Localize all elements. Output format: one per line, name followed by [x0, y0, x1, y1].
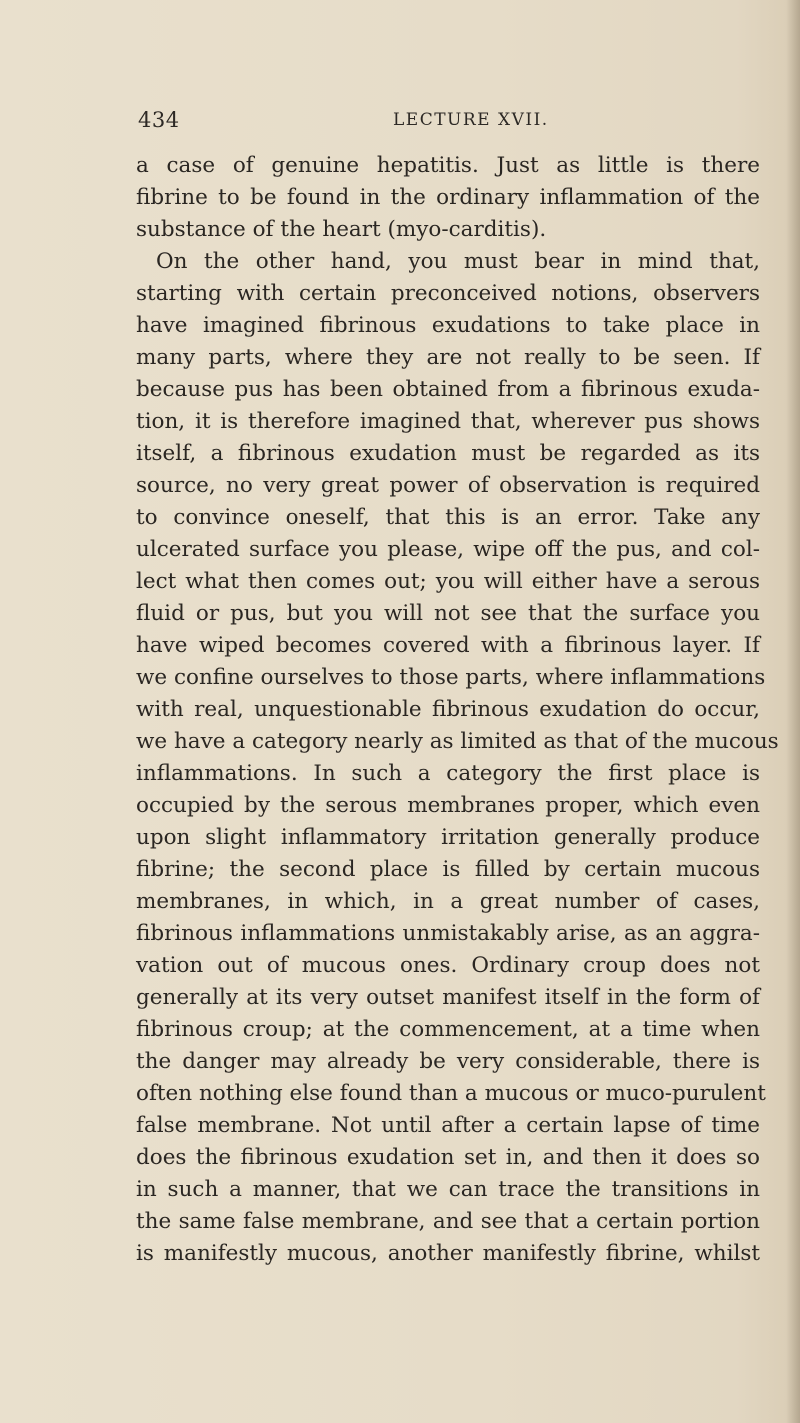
text-line: starting with certain preconceived notions, observers	[136, 281, 760, 306]
text-line: source, no very great power of observation is required	[136, 473, 760, 498]
text-line: because pus has been obtained from a fibrinous exuda-	[136, 377, 760, 402]
text-line: On the other hand, you must bear in mind that,	[156, 249, 760, 274]
text-line: have wiped becomes covered with a fibrinous layer. If	[136, 633, 760, 658]
text-line: the danger may already be very considerable, there is	[136, 1049, 760, 1074]
text-line: a case of genuine hepatitis. Just as little is there	[136, 153, 760, 178]
text-line: fibrinous croup; at the commencement, at a time when	[136, 1017, 760, 1042]
text-line: upon slight inflammatory irritation generally produce	[136, 825, 760, 850]
text-line: inflammations. In such a category the first place is	[136, 761, 760, 786]
text-line: have imagined fibrinous exudations to take place in	[136, 313, 760, 338]
text-line: membranes, in which, in a great number of cases,	[136, 889, 760, 914]
text-line: fibrine; the second place is filled by certain mucous	[136, 857, 760, 882]
body-text	[136, 150, 779, 1270]
text-line: generally at its very outset manifest itself in the form of	[136, 985, 760, 1010]
text-line: vation out of mucous ones. Ordinary croup does not	[136, 953, 760, 978]
text-line: to convince oneself, that this is an error. Take any	[136, 505, 760, 530]
text-line: often nothing else found than a mucous or muco-purulent	[136, 1081, 766, 1106]
page-edge-shadow	[786, 0, 800, 1423]
text-line: does the fibrinous exudation set in, and then it does so	[136, 1145, 760, 1170]
text-line: fibrine to be found in the ordinary inflammation of the	[136, 185, 760, 210]
text-line: is manifestly mucous, another manifestly fibrine, whilst	[136, 1241, 760, 1266]
text-line: false membrane. Not until after a certain lapse of time	[136, 1113, 760, 1138]
text-line: tion, it is therefore imagined that, wherever pus shows	[136, 409, 760, 434]
text-line: itself, a fibrinous exudation must be regarded as its	[136, 441, 760, 466]
text-line: many parts, where they are not really to be seen. If	[136, 345, 760, 370]
text-line: ulcerated surface you please, wipe off the pus, and col-	[136, 537, 760, 562]
text-line: lect what then comes out; you will either have a serous	[136, 569, 760, 594]
text-line: occupied by the serous membranes proper, which even	[136, 793, 760, 818]
page-number: 434	[138, 108, 180, 132]
text-line: we have a category nearly as limited as that of the mucous	[136, 729, 779, 754]
text-line: the same false membrane, and see that a certain portion	[136, 1209, 760, 1234]
running-head: LECTURE XVII.	[393, 110, 549, 130]
text-line: in such a manner, that we can trace the transitions in	[136, 1177, 760, 1202]
text-line: fluid or pus, but you will not see that the surface you	[136, 601, 760, 626]
text-line: fibrinous inflammations unmistakably arise, as an aggra-	[136, 921, 760, 946]
page-header	[138, 108, 760, 138]
text-line: substance of the heart (myo-carditis).	[136, 217, 547, 242]
text-line: we confine ourselves to those parts, where inflammations	[136, 665, 766, 690]
text-line: with real, unquestionable fibrinous exudation do occur,	[136, 697, 760, 722]
